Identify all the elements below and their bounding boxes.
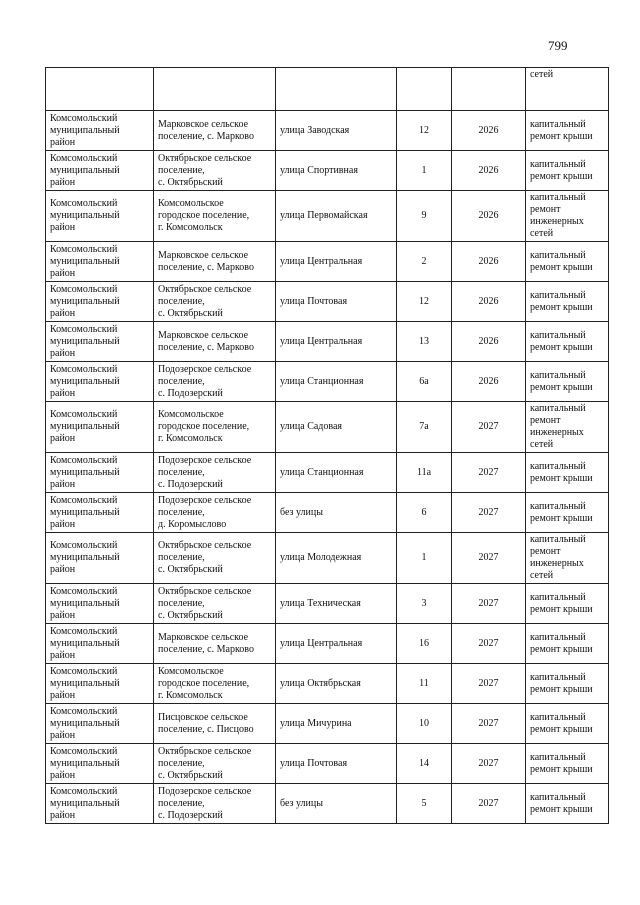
year-cell: 2026 [452,111,526,151]
street-cell: улица Мичурина [276,704,397,744]
district-cell: Комсомольский муниципальный район [46,111,154,151]
year-cell: 2027 [452,624,526,664]
house-cell: 3 [397,584,452,624]
year-cell: 2027 [452,533,526,584]
page-number: 799 [548,38,568,53]
street-cell: улица Техническая [276,584,397,624]
district-cell: Комсомольский муниципальный район [46,151,154,191]
house-cell: 14 [397,744,452,784]
settlement-cell: Октябрьское сельское поселение, с. Октябрьский [154,533,276,584]
settlement-cell: Октябрьское сельское поселение, с. Октябрьский [154,151,276,191]
street-cell: без улицы [276,784,397,824]
settlement-cell: Подозерское сельское поселение, с. Подозерский [154,362,276,402]
house-cell: 7а [397,402,452,453]
district-cell: Комсомольский муниципальный район [46,282,154,322]
house-cell: 11а [397,453,452,493]
year-cell: 2026 [452,322,526,362]
work-cell: капитальный ремонт крыши [526,584,609,624]
table-row [46,191,609,242]
district-cell [46,68,154,111]
settlement-cell: Марковское сельское поселение, с. Марково [154,111,276,151]
year-cell: 2027 [452,664,526,704]
work-cell: капитальный ремонт крыши [526,362,609,402]
district-cell: Комсомольский муниципальный район [46,402,154,453]
settlement-cell [154,68,276,111]
settlement-cell: Марковское сельское поселение, с. Марково [154,242,276,282]
table-row [46,111,609,151]
house-cell: 9 [397,191,452,242]
table-row [46,402,609,453]
house-cell: 12 [397,282,452,322]
year-cell: 2026 [452,282,526,322]
house-cell: 11 [397,664,452,704]
settlement-cell: Марковское сельское поселение, с. Марково [154,624,276,664]
house-cell: 6 [397,493,452,533]
street-cell: улица Центральная [276,242,397,282]
street-cell: улица Октябрьская [276,664,397,704]
table-row [46,624,609,664]
work-cell: капитальный ремонт крыши [526,242,609,282]
repair-schedule-table [45,67,609,824]
table-row [46,533,609,584]
district-cell: Комсомольский муниципальный район [46,784,154,824]
year-cell: 2026 [452,242,526,282]
house-cell [397,68,452,111]
street-cell: улица Станционная [276,362,397,402]
table-body [46,68,609,824]
table-row [46,493,609,533]
work-cell: капитальный ремонт крыши [526,282,609,322]
district-cell: Комсомольский муниципальный район [46,744,154,784]
year-cell: 2026 [452,362,526,402]
street-cell: улица Садовая [276,402,397,453]
work-cell: капитальный ремонт крыши [526,322,609,362]
settlement-cell: Подозерское сельское поселение, д. Коромыслово [154,493,276,533]
settlement-cell: Октябрьское сельское поселение, с. Октябрьский [154,584,276,624]
street-cell: без улицы [276,493,397,533]
year-cell: 2027 [452,453,526,493]
settlement-cell: Марковское сельское поселение, с. Марково [154,322,276,362]
year-cell: 2026 [452,151,526,191]
district-cell: Комсомольский муниципальный район [46,624,154,664]
table-row [46,704,609,744]
district-cell: Комсомольский муниципальный район [46,322,154,362]
settlement-cell: Комсомольское городское поселение, г. Комсомольск [154,191,276,242]
settlement-cell: Подозерское сельское поселение, с. Подозерский [154,784,276,824]
street-cell: улица Спортивная [276,151,397,191]
district-cell: Комсомольский муниципальный район [46,664,154,704]
table-row [46,242,609,282]
year-cell: 2027 [452,704,526,744]
district-cell: Комсомольский муниципальный район [46,704,154,744]
settlement-cell: Комсомольское городское поселение, г. Комсомольск [154,402,276,453]
house-cell: 12 [397,111,452,151]
year-cell: 2027 [452,584,526,624]
work-cell: капитальный ремонт крыши [526,624,609,664]
street-cell: улица Почтовая [276,282,397,322]
house-cell: 13 [397,322,452,362]
house-cell: 1 [397,533,452,584]
table-row [46,784,609,824]
table-row-continuation [46,68,609,111]
work-cell: капитальный ремонт крыши [526,453,609,493]
street-cell [276,68,397,111]
work-cell: капитальный ремонт крыши [526,744,609,784]
settlement-cell: Октябрьское сельское поселение, с. Октябрьский [154,744,276,784]
work-cell: капитальный ремонт крыши [526,664,609,704]
year-cell: 2027 [452,744,526,784]
district-cell: Комсомольский муниципальный район [46,493,154,533]
house-cell: 2 [397,242,452,282]
district-cell: Комсомольский муниципальный район [46,191,154,242]
district-cell: Комсомольский муниципальный район [46,533,154,584]
district-cell: Комсомольский муниципальный район [46,453,154,493]
year-cell: 2027 [452,493,526,533]
work-cell: капитальный ремонт крыши [526,151,609,191]
house-cell: 1 [397,151,452,191]
work-cell: сетей [526,68,609,111]
house-cell: 6а [397,362,452,402]
work-cell: капитальный ремонт крыши [526,704,609,744]
work-cell: капитальный ремонт крыши [526,493,609,533]
year-cell [452,68,526,111]
table-row [46,282,609,322]
work-cell: капитальный ремонт крыши [526,784,609,824]
year-cell: 2026 [452,191,526,242]
table-row [46,664,609,704]
table-row [46,322,609,362]
table-row [46,453,609,493]
work-cell: капитальный ремонт крыши [526,111,609,151]
street-cell: улица Станционная [276,453,397,493]
street-cell: улица Центральная [276,322,397,362]
district-cell: Комсомольский муниципальный район [46,242,154,282]
table-row [46,151,609,191]
work-cell: капитальный ремонт инженерных сетей [526,402,609,453]
settlement-cell: Комсомольское городское поселение, г. Комсомольск [154,664,276,704]
street-cell: улица Заводская [276,111,397,151]
district-cell: Комсомольский муниципальный район [46,362,154,402]
district-cell: Комсомольский муниципальный район [46,584,154,624]
year-cell: 2027 [452,784,526,824]
house-cell: 5 [397,784,452,824]
house-cell: 10 [397,704,452,744]
table-row [46,744,609,784]
settlement-cell: Октябрьское сельское поселение, с. Октябрьский [154,282,276,322]
house-cell: 16 [397,624,452,664]
street-cell: улица Молодежная [276,533,397,584]
table-row [46,362,609,402]
year-cell: 2027 [452,402,526,453]
settlement-cell: Писцовское сельское поселение, с. Писцово [154,704,276,744]
work-cell: капитальный ремонт инженерных сетей [526,533,609,584]
street-cell: улица Почтовая [276,744,397,784]
street-cell: улица Первомайская [276,191,397,242]
table-row [46,584,609,624]
street-cell: улица Центральная [276,624,397,664]
settlement-cell: Подозерское сельское поселение, с. Подозерский [154,453,276,493]
work-cell: капитальный ремонт инженерных сетей [526,191,609,242]
